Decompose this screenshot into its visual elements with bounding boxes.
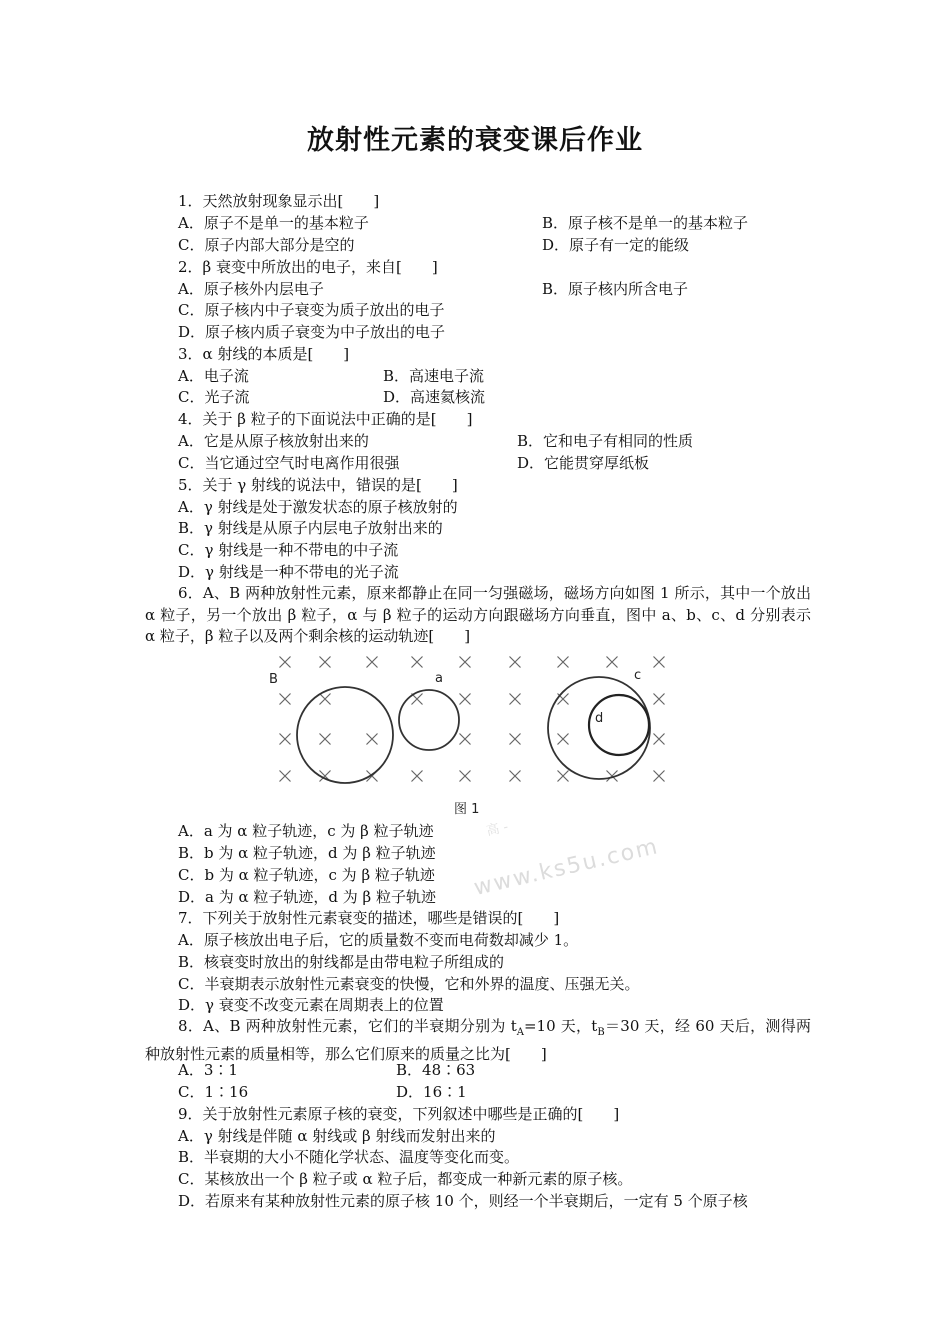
trajectory-b-circle [297,687,393,783]
field-cross-marker [558,771,569,782]
q6-option-a: A．a 为 α 粒子轨迹，c 为 β 粒子轨迹 [178,822,434,840]
magnetic-field-figure [265,650,685,818]
q3-option-c: C．光子流 [178,388,250,406]
q8-option-a: A．3∶1 [178,1061,238,1079]
field-cross-marker [280,734,291,745]
q9-option-b: B．半衰期的大小不随化学状态、温度等变化而变。 [178,1148,520,1166]
q5-option-b: B．γ 射线是从原子内层电子放射出来的 [178,519,443,537]
q8-option-c: C．1∶16 [178,1083,249,1101]
q1-option-c: C．原子内部大部分是空的 [178,236,355,254]
q9-option-a: A．γ 射线是伴随 α 射线或 β 射线而发射出来的 [178,1127,496,1145]
label-b: B [269,672,278,687]
q6-option-c: C．b 为 α 粒子轨迹，c 为 β 粒子轨迹 [178,866,435,884]
q8-sub-a: A [516,1027,524,1038]
q5-option-d: D．γ 射线是一种不带电的光子流 [178,563,399,581]
q5-option-a: A．γ 射线是处于激发状态的原子核放射的 [178,498,458,516]
field-cross-marker [510,657,521,668]
q2-option-d: D．原子核内质子衰变为中子放出的电子 [178,323,446,341]
page-title: 放射性元素的衰变课后作业 [307,125,643,156]
q8-option-b: B．48∶63 [396,1061,476,1079]
q4-option-a: A．它是从原子核放射出来的 [178,432,369,450]
field-cross-marker [654,694,665,705]
q8-option-d: D．16∶1 [396,1083,467,1101]
field-cross-marker [412,657,423,668]
q6-stem: 6．A、B 两种放射性元素，原来都静止在同一匀强磁场，磁场方向如图 1 所示，其中一个放出 α 粒子，另一个放出 β 粒子，α 与 β 粒子的运动方向跟磁场方向垂直，图中 a、b、c、d 分别表示 α 粒子，β 粒子以及两个剩余核的运动轨迹[ ] [145,584,811,645]
figure-caption: 图 1 [454,802,480,817]
q6-option-b: B．b 为 α 粒子轨迹，d 为 β 粒子轨迹 [178,844,436,862]
q2-option-a: A．原子核外内层电子 [178,280,324,298]
q2-stem: 2．β 衰变中所放出的电子，来自[ ] [178,258,438,276]
q5-stem: 5．关于 γ 射线的说法中，错误的是[ ] [178,476,458,494]
q1-stem: 1．天然放射现象显示出[ ] [178,192,380,210]
q1-option-a: A．原子不是单一的基本粒子 [178,214,369,232]
field-cross-marker [510,694,521,705]
field-cross-marker [607,657,618,668]
field-cross-marker [460,771,471,782]
q4-option-c: C．当它通过空气时电离作用很强 [178,454,400,472]
q9-option-d: D．若原来有某种放射性元素的原子核 10 个，则经一个半衰期后，一定有 5 个原子核 [178,1192,748,1210]
field-cross-marker [510,771,521,782]
field-cross-marker [320,657,331,668]
field-cross-marker [367,734,378,745]
trajectory-a-circle [399,690,459,750]
field-cross-marker [558,734,569,745]
q1-option-b: B．原子核不是单一的基本粒子 [542,214,749,232]
label-c: c [634,668,642,683]
field-cross-marker [320,734,331,745]
watermark-small: 高 - [485,819,510,840]
q8-stem-part2: =10 天，t [523,1017,598,1035]
q8-sub-b: B [597,1027,605,1038]
field-cross-marker [460,694,471,705]
q7-option-a: A．原子核放出电子后，它的质量数不变而电荷数却减少 1。 [178,931,579,949]
q8-stem [145,1016,811,1065]
field-cross-marker [510,734,521,745]
field-cross-marker [654,657,665,668]
q7-option-c: C．半衰期表示放射性元素衰变的快慢，它和外界的温度、压强无关。 [178,975,640,993]
field-cross-marker [280,694,291,705]
q5-option-c: C．γ 射线是一种不带电的中子流 [178,541,399,559]
label-a: a [435,671,443,686]
field-cross-marker [460,657,471,668]
q1-option-d: D．原子有一定的能级 [542,236,690,254]
q3-option-a: A．电子流 [178,367,249,385]
watermark: www.ks5u.com [471,834,662,901]
field-cross-marker [367,657,378,668]
q8-stem-part1: 8．A、B 两种放射性元素，它们的半衰期分别为 t [178,1017,517,1035]
field-cross-marker [280,657,291,668]
q3-stem: 3．α 射线的本质是[ ] [178,345,350,363]
q4-option-d: D．它能贯穿厚纸板 [517,454,650,472]
field-cross-marker [320,694,331,705]
trajectory-c-circle [548,677,650,779]
q7-option-d: D．γ 衰变不改变元素在周期表上的位置 [178,996,444,1014]
q6-option-d: D．a 为 α 粒子轨迹，d 为 β 粒子轨迹 [178,888,436,906]
q3-option-b: B．高速电子流 [383,367,485,385]
q2-option-c: C．原子核内中子衰变为质子放出的电子 [178,301,445,319]
q9-option-c: C．某核放出一个 β 粒子或 α 粒子后，都变成一种新元素的原子核。 [178,1170,633,1188]
field-cross-marker [558,657,569,668]
q4-stem: 4．关于 β 粒子的下面说法中正确的是[ ] [178,410,473,428]
magnetic-field-crosses [280,657,665,782]
field-cross-marker [280,771,291,782]
q7-option-b: B．核衰变时放出的射线都是由带电粒子所组成的 [178,953,505,971]
q3-option-d: D．高速氦核流 [383,388,486,406]
q9-stem: 9．关于放射性元素原子核的衰变，下列叙述中哪些是正确的[ ] [178,1105,620,1123]
label-d: d [595,711,604,726]
q8-stem-part3: ＝30 天，经 60 天后，测得两种放射性元素的质量相等，那么它们原来的质量之比为[ ] [145,1017,812,1063]
field-cross-marker [654,771,665,782]
q4-option-b: B．它和电子有相同的性质 [517,432,694,450]
field-cross-marker [460,734,471,745]
q2-option-b: B．原子核内所含电子 [542,280,689,298]
q7-stem: 7．下列关于放射性元素衰变的描述，哪些是错误的[ ] [178,909,560,927]
field-cross-marker [412,771,423,782]
field-cross-marker [654,734,665,745]
